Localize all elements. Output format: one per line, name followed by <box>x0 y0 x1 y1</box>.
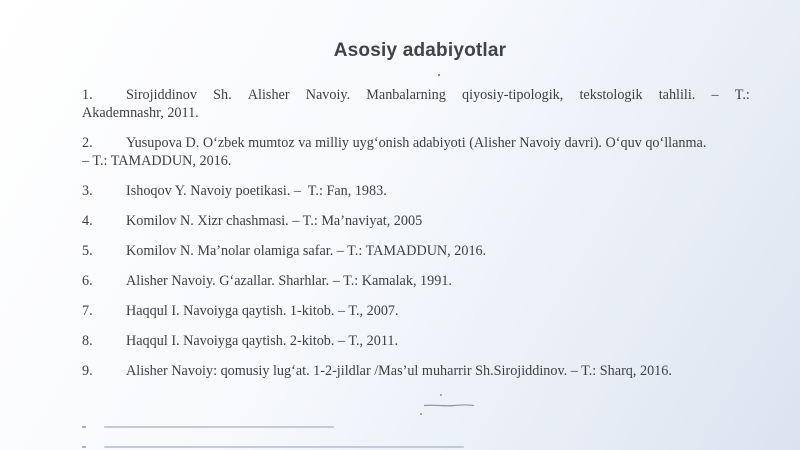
item-text: Komilov N. Xizr chashmasi. – T.: Ma’naviyat, 2005 <box>126 213 423 229</box>
item-number: 8. <box>82 333 93 349</box>
item-text: Haqqul I. Navoiyga qaytish. 1-kitob. – T., 2007. <box>126 303 399 319</box>
list-item <box>82 134 750 170</box>
footnote-line <box>104 426 334 428</box>
item-number: 3. <box>82 183 93 199</box>
item-text-first-line: Yusupova D. O‘zbek mumtoz va milliy uyg‘onish adabiyoti (Alisher Navoiy davri). O‘quv qo‘llanma. <box>126 135 707 151</box>
item-number: 2. <box>82 135 93 151</box>
decorative-dot <box>420 413 422 415</box>
decorative-dot <box>438 74 440 76</box>
item-text: Alisher Navoiy: qomusiy lug‘at. 1-2-jildlar /Mas’ul muharrir Sh.Sirojiddinov. – T.: Sharq, 2016. <box>126 363 672 379</box>
item-text-continuation: – T.: TAMADDUN, 2016. <box>82 153 232 169</box>
item-number: 4. <box>82 213 93 229</box>
item-text: Ishoqov Y. Navoiy poetikasi. – T.: Fan, 1983. <box>126 183 387 199</box>
list-item <box>82 86 750 122</box>
page-title: Asosiy adabiyotlar <box>333 40 507 61</box>
item-text: Komilov N. Ma’nolar olamiga safar. – T.: TAMADDUN, 2016. <box>126 243 487 259</box>
item-text-first-line: Sirojiddinov Sh. Alisher Navoiy. Manbalarning qiyosiy-tipologik, tekstologik tahlili. – T.: <box>126 87 750 103</box>
item-number: 5. <box>82 243 93 259</box>
item-text: Alisher Navoiy. G‘azallar. Sharhlar. – T.: Kamalak, 1991. <box>126 273 452 289</box>
signature-mark <box>424 404 474 407</box>
footnote-marker <box>82 446 86 448</box>
list-item <box>82 332 750 350</box>
item-number: 9. <box>82 363 93 379</box>
item-number: 6. <box>82 273 93 289</box>
decorative-dot <box>440 394 442 396</box>
list-item <box>82 182 750 200</box>
list-item <box>82 362 750 380</box>
footnote-line <box>104 446 464 448</box>
item-text-continuation: Akademnashr, 2011. <box>82 105 199 121</box>
item-text: Haqqul I. Navoiyga qaytish. 2-kitob. – T., 2011. <box>126 333 399 349</box>
footnote-marker <box>82 426 86 428</box>
reference-list <box>82 86 750 380</box>
item-number: 7. <box>82 303 93 319</box>
list-item <box>82 302 750 320</box>
list-item <box>82 242 750 260</box>
list-item <box>82 212 750 230</box>
list-item <box>82 272 750 290</box>
item-number: 1. <box>82 87 93 103</box>
